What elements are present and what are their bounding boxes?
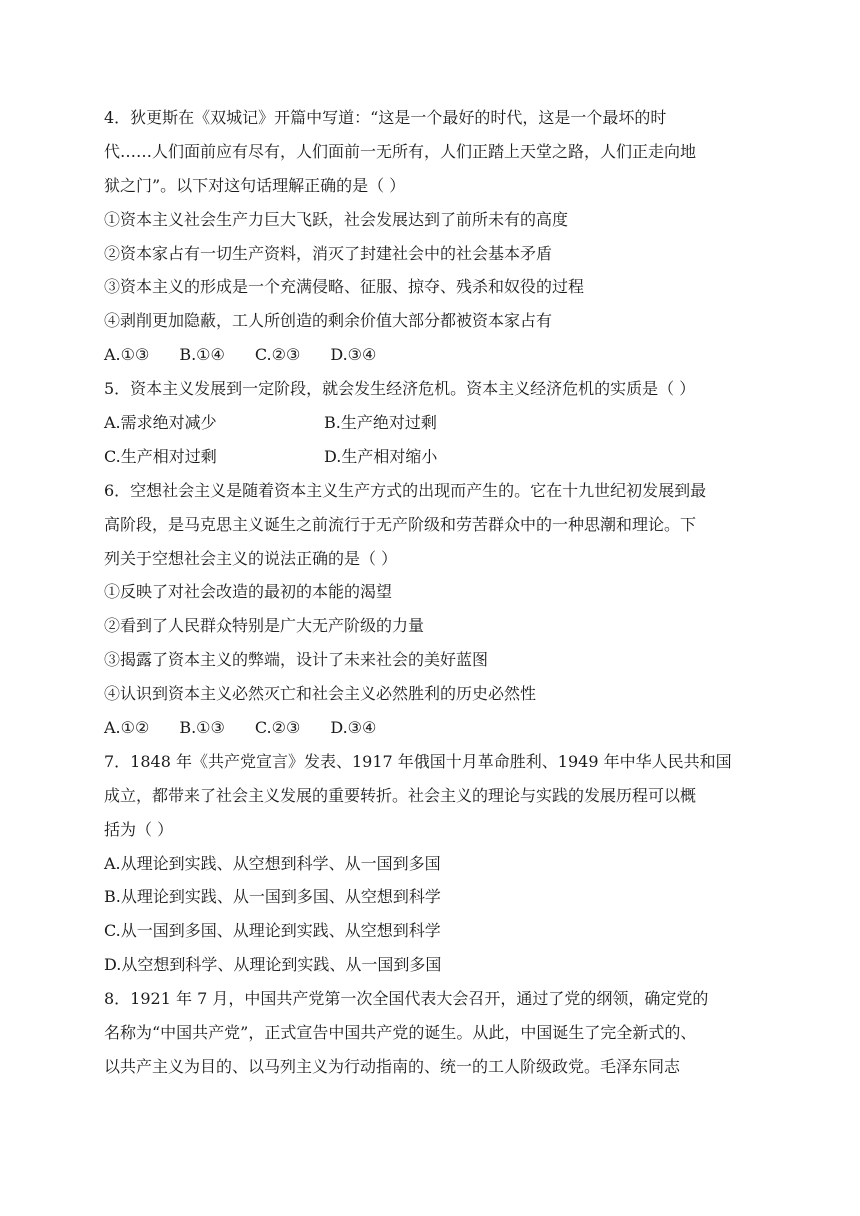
q4-stem-line3: 狱之门”。以下对这句话理解正确的是（ ） xyxy=(104,175,406,195)
q5-stem-line1: 5．资本主义发展到一定阶段，就会发生经济危机。资本主义经济危机的实质是（ ） xyxy=(104,379,696,399)
q4-option-a: A.①③ xyxy=(104,345,150,365)
q6-statement-3: ③揭露了资本主义的弊端，设计了未来社会的美好蓝图 xyxy=(104,650,489,670)
q4-statement-3: ③资本主义的形成是一个充满侵略、征服、掠夺、残杀和奴役的过程 xyxy=(104,277,585,297)
q7-stem-line3: 括为（ ） xyxy=(104,819,174,839)
q4-stem-line2: 代……人们面前应有尽有，人们面前一无所有，人们正踏上天堂之路，人们正走向地 xyxy=(104,141,697,161)
q7-option-d: D.从空想到科学、从理论到实践、从一国到多国 xyxy=(104,955,442,975)
q6-stem-line1: 6．空想社会主义是随着资本主义生产方式的出现而产生的。它在十九世纪初发展到最 xyxy=(104,480,707,500)
q8-stem-line3: 以共产主义为目的、以马列主义为行动指南的、统一的工人阶级政党。毛泽东同志 xyxy=(104,1056,681,1076)
q6-option-a: A.①② xyxy=(104,718,150,738)
q4-statement-1: ①资本主义社会生产力巨大飞跃，社会发展达到了前所未有的高度 xyxy=(104,209,569,229)
q7-option-a: A.从理论到实践、从空想到科学、从一国到多国 xyxy=(104,853,441,873)
q7-option-b: B.从理论到实践、从一国到多国、从空想到科学 xyxy=(104,887,441,907)
q4-statement-4: ④剥削更加隐蔽，工人所创造的剩余价值大部分都被资本家占有 xyxy=(104,311,553,331)
q6-stem-line2: 高阶段，是马克思主义诞生之前流行于无产阶级和劳苦群众中的一种思潮和理论。下 xyxy=(104,514,697,534)
exam-page xyxy=(104,101,764,1084)
q6-option-d: D.③④ xyxy=(330,718,377,738)
q4-option-d: D.③④ xyxy=(330,345,377,365)
q5-options-row2 xyxy=(104,440,764,474)
q7-option-c: C.从一国到多国、从理论到实践、从空想到科学 xyxy=(104,921,441,941)
q6-option-b: B.①③ xyxy=(179,718,225,738)
q5-option-b: B.生产绝对过剩 xyxy=(324,413,437,433)
q6-stem-line3: 列关于空想社会主义的说法正确的是（ ） xyxy=(104,548,398,568)
q4-options xyxy=(104,338,764,372)
q5-options-row1 xyxy=(104,406,764,440)
q4-option-b: B.①④ xyxy=(179,345,225,365)
q6-statement-2: ②看到了人民群众特别是广大无产阶级的力量 xyxy=(104,616,425,636)
q5-option-c: C.生产相对过剩 xyxy=(104,446,217,466)
q4-statement-2: ②资本家占有一切生产资料，消灭了封建社会中的社会基本矛盾 xyxy=(104,243,553,263)
q8-stem-line1: 8．1921 年 7 月，中国共产党第一次全国代表大会召开，通过了党的纲领，确定党的 xyxy=(104,989,709,1009)
q6-statement-1: ①反映了对社会改造的最初的本能的渴望 xyxy=(104,582,393,602)
q6-options xyxy=(104,711,764,745)
q6-statement-4: ④认识到资本主义必然灭亡和社会主义必然胜利的历史必然性 xyxy=(104,684,537,704)
q4-stem-line1: 4．狄更斯在《双城记》开篇中写道：“这是一个最好的时代，这是一个最坏的时 xyxy=(104,108,667,127)
q5-option-d: D.生产相对缩小 xyxy=(324,446,438,466)
q4-option-c: C.②③ xyxy=(254,345,301,365)
q7-stem-line2: 成立，都带来了社会主义发展的重要转折。社会主义的理论与实践的发展历程可以概 xyxy=(104,785,697,805)
q7-stem-line1: 7．1848 年《共产党宣言》发表、1917 年俄国十月革命胜利、1949 年中华人民共和国 xyxy=(104,751,732,771)
q6-option-c: C.②③ xyxy=(254,718,301,738)
q5-option-a: A.需求绝对减少 xyxy=(104,413,217,433)
q8-stem-line2: 名称为“中国共产党”，正式宣告中国共产党的诞生。从此，中国诞生了完全新式的、 xyxy=(104,1023,697,1043)
